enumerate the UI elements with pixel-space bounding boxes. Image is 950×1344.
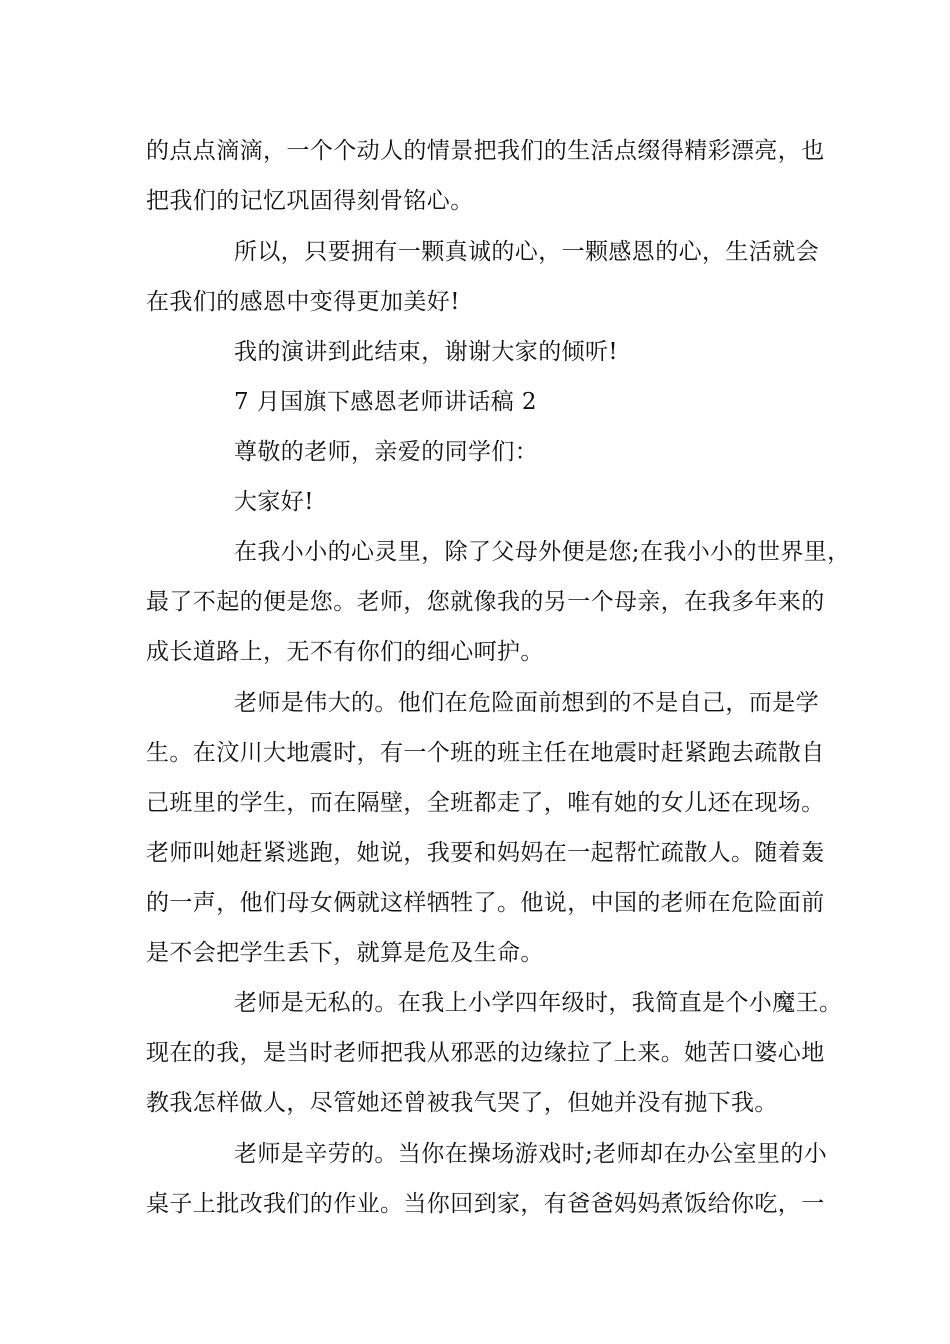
text-line: 把我们的记忆巩固得刻骨铭心。 [146, 188, 474, 214]
text-line: 的一声，他们母女俩就这样牺牲了。他说，中国的老师在危险面前 [146, 890, 825, 916]
text-line: 老师是伟大的。他们在危险面前想到的不是自己，而是学 [234, 690, 819, 716]
text-line: 教我怎样做人，尽管她还曾被我气哭了，但她并没有抛下我。 [146, 1090, 778, 1116]
text-line: 老师是无私的。在我上小学四年级时，我简直是个小魔王。 [234, 990, 843, 1016]
text-line: 老师是辛劳的。当你在操场游戏时;老师却在办公室里的小 [234, 1141, 828, 1167]
text-line: 是不会把学生丢下，就算是危及生命。 [146, 940, 544, 966]
text-line: 的点点滴滴，一个个动人的情景把我们的生活点缀得精彩漂亮，也 [146, 138, 825, 164]
text-line: 己班里的学生，而在隔壁，全班都走了，唯有她的女儿还在现场。 [146, 790, 825, 816]
text-line: 我的演讲到此结束，谢谢大家的倾听! [234, 339, 619, 365]
greeting: 大家好! [234, 489, 314, 515]
text-line: 老师叫她赶紧逃跑，她说，我要和妈妈在一起帮忙疏散人。随着轰 [146, 840, 825, 866]
section-heading: 7 月国旗下感恩老师讲话稿 2 [234, 389, 537, 415]
text-line: 最了不起的便是您。老师，您就像我的另一个母亲，在我多年来的 [146, 589, 825, 615]
text-line: 在我小小的心灵里，除了父母外便是您;在我小小的世界里， [234, 539, 851, 565]
salutation: 尊敬的老师，亲爱的同学们： [234, 439, 539, 465]
text-line: 成长道路上，无不有你们的细心呵护。 [146, 639, 544, 665]
text-line: 桌子上批改我们的作业。当你回到家，有爸爸妈妈煮饭给你吃，一 [146, 1191, 825, 1217]
text-line: 在我们的感恩中变得更加美好! [146, 289, 460, 315]
text-line: 现在的我，是当时老师把我从邪恶的边缘拉了上来。她苦口婆心地 [146, 1040, 825, 1066]
text-line: 生。在汶川大地震时，有一个班的班主任在地震时赶紧跑去疏散自 [146, 740, 825, 766]
text-line: 所以，只要拥有一颗真诚的心，一颗感恩的心，生活就会 [234, 239, 819, 265]
